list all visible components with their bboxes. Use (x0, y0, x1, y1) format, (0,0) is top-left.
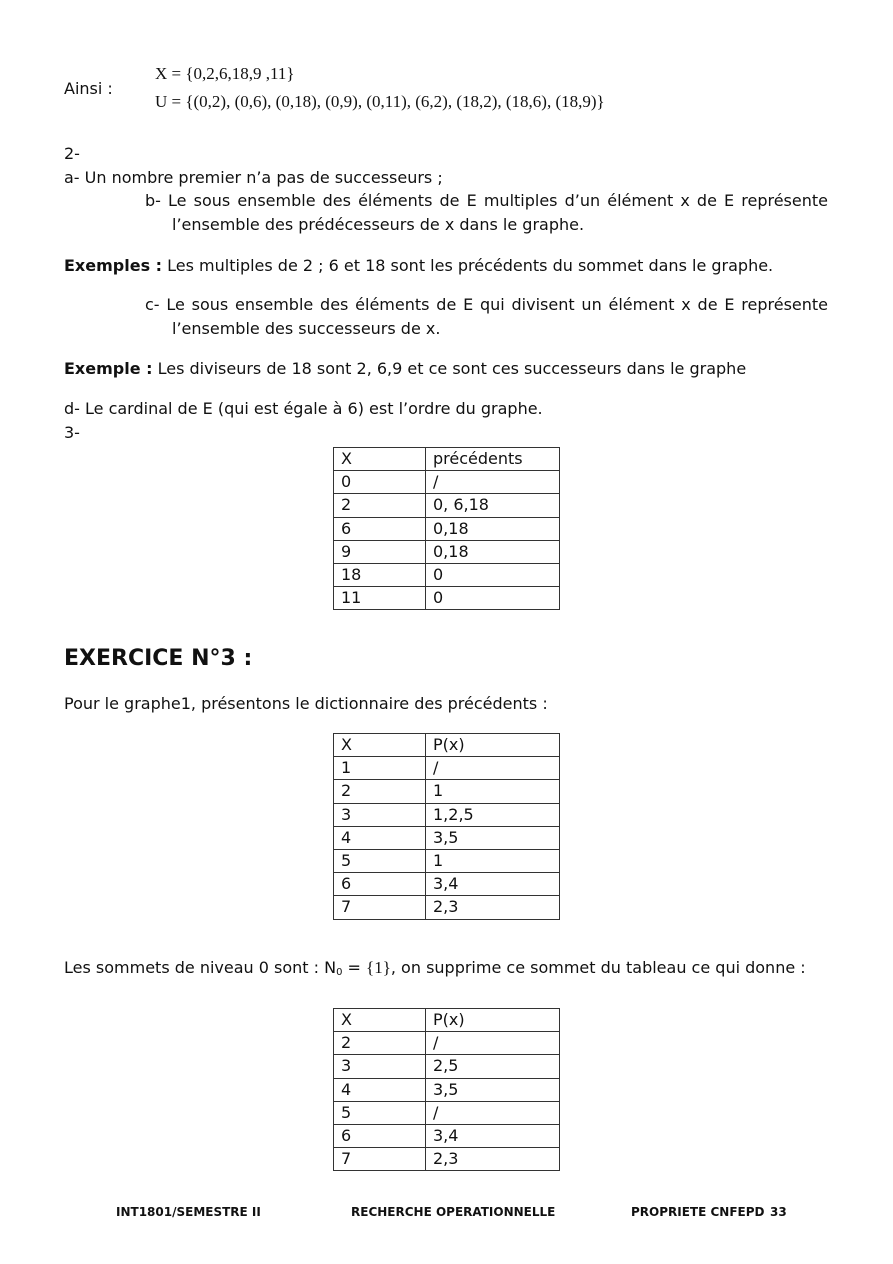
table-cell: 2,5 (426, 1055, 560, 1078)
table-cell: 1 (426, 849, 560, 872)
table-cell: / (426, 471, 560, 494)
exercise-3-title: EXERCICE N°3 : (64, 646, 253, 671)
table-cell: / (426, 1101, 560, 1124)
example-1-label: Exemples : (64, 256, 163, 275)
table-cell: 1,2,5 (426, 803, 560, 826)
table-cell: 4 (334, 1078, 426, 1101)
table-cell: 3 (334, 1055, 426, 1078)
ainsi-label: Ainsi : (64, 79, 113, 98)
table-header-row (334, 734, 560, 757)
table-cell: 0 (426, 587, 560, 610)
table-header-cell: P(x) (426, 734, 560, 757)
example-2-label: Exemple : (64, 359, 153, 378)
level-0-set: {1} (366, 958, 391, 977)
dictionary-table-2 (333, 1008, 560, 1171)
table-cell: 0 (426, 563, 560, 586)
level-0-subscript: 0 (336, 967, 343, 978)
item-c-line2: l’ensemble des successeurs de x. (172, 319, 441, 338)
table-header-cell: X (334, 734, 426, 757)
table-cell: 2 (334, 494, 426, 517)
example-2 (64, 359, 746, 378)
level-0-post: , on supprime ce sommet du tableau ce qui donne : (390, 958, 806, 977)
table-cell: 3 (334, 803, 426, 826)
table-cell: 3,4 (426, 873, 560, 896)
table-header-cell: X (334, 1009, 426, 1032)
table-cell: 2 (334, 780, 426, 803)
table-cell: 9 (334, 540, 426, 563)
table-row (334, 1148, 560, 1171)
exercise-3-intro: Pour le graphe1, présentons le dictionnaire des précédents : (64, 694, 548, 713)
table-cell: 5 (334, 1101, 426, 1124)
section-3-number: 3- (64, 423, 80, 442)
table-cell: 0,18 (426, 517, 560, 540)
table-cell: / (426, 757, 560, 780)
table-row (334, 540, 560, 563)
table-cell: 2,3 (426, 896, 560, 919)
table-cell: 11 (334, 587, 426, 610)
table-header-cell: précédents (426, 448, 560, 471)
table-row (334, 1055, 560, 1078)
item-b-line2: l’ensemble des prédécesseurs de x dans le graphe. (172, 215, 585, 234)
table-row (334, 803, 560, 826)
table-row (334, 873, 560, 896)
item-b-line1: b- Le sous ensemble des éléments de E multiples d’un élément x de E représente (145, 191, 828, 210)
table-row (334, 563, 560, 586)
table-cell: 6 (334, 1124, 426, 1147)
table-cell: 2,3 (426, 1148, 560, 1171)
footer-course-code: INT1801/SEMESTRE II (116, 1205, 261, 1219)
table-cell: 5 (334, 849, 426, 872)
item-c-line1: c- Le sous ensemble des éléments de E qui divisent un élément x de E représente (145, 295, 828, 314)
footer-course-title: RECHERCHE OPERATIONNELLE (351, 1205, 556, 1219)
table-row (334, 1124, 560, 1147)
example-1 (64, 256, 773, 275)
table-cell: 0, 6,18 (426, 494, 560, 517)
predecessors-table (333, 447, 560, 610)
table-cell: 3,5 (426, 1078, 560, 1101)
table-header-row (334, 448, 560, 471)
table-row (334, 517, 560, 540)
example-1-text: Les multiples de 2 ; 6 et 18 sont les précédents du sommet dans le graphe. (162, 256, 774, 275)
table-row (334, 471, 560, 494)
table-cell: 18 (334, 563, 426, 586)
table-cell: 6 (334, 873, 426, 896)
x-set-formula: X = {0,2,6,18,9 ,11} (155, 64, 295, 83)
table-cell: 6 (334, 517, 426, 540)
table-row (334, 494, 560, 517)
table-row (334, 826, 560, 849)
dictionary-table-1 (333, 733, 560, 920)
table-cell: 1 (334, 757, 426, 780)
table-row (334, 896, 560, 919)
level-0-equals: = (342, 958, 367, 977)
table-cell: 0 (334, 471, 426, 494)
example-2-text: Les diviseurs de 18 sont 2, 6,9 et ce sont ces successeurs dans le graphe (152, 359, 747, 378)
table-row (334, 1032, 560, 1055)
item-d: d- Le cardinal de E (qui est égale à 6) est l’ordre du graphe. (64, 399, 543, 418)
section-2-number: 2- (64, 144, 80, 163)
level-0-sentence (64, 958, 806, 978)
table-cell: 2 (334, 1032, 426, 1055)
table-cell: 4 (334, 826, 426, 849)
footer-owner: PROPRIETE CNFEPD (631, 1205, 765, 1219)
table-cell: 7 (334, 896, 426, 919)
table-row (334, 780, 560, 803)
table-header-cell: P(x) (426, 1009, 560, 1032)
table-row (334, 849, 560, 872)
table-cell: 1 (426, 780, 560, 803)
table-cell: 3,5 (426, 826, 560, 849)
table-row (334, 1078, 560, 1101)
table-row (334, 587, 560, 610)
table-row (334, 1101, 560, 1124)
item-a: a- Un nombre premier n’a pas de successeurs ; (64, 168, 443, 187)
table-cell: 7 (334, 1148, 426, 1171)
footer-page-number: 33 (770, 1205, 787, 1219)
table-cell: 0,18 (426, 540, 560, 563)
table-cell: / (426, 1032, 560, 1055)
table-row (334, 757, 560, 780)
table-cell: 3,4 (426, 1124, 560, 1147)
table-header-row (334, 1009, 560, 1032)
u-set-formula: U = {(0,2), (0,6), (0,18), (0,9), (0,11), (6,2), (18,2), (18,6), (18,9)} (155, 92, 605, 111)
table-header-cell: X (334, 448, 426, 471)
level-0-pre: Les sommets de niveau 0 sont : N (64, 958, 337, 977)
